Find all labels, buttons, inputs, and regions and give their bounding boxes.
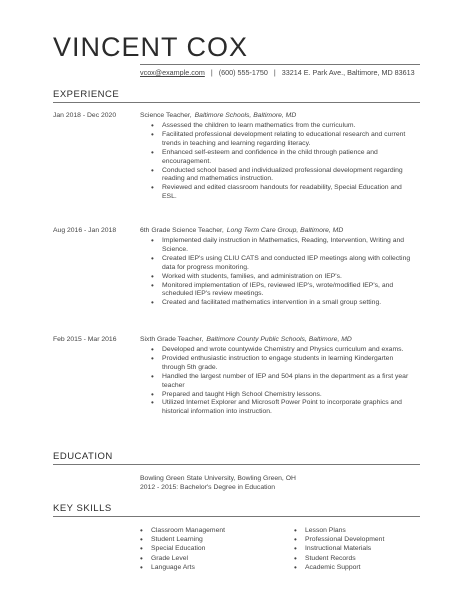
education-degree: 2012 - 2015: Bachelor's Degree in Education: [140, 484, 276, 491]
bullet-item: • Prepared and taught High School Chemistry lessons.: [151, 391, 413, 400]
skill-item: • Student Learning: [140, 535, 225, 544]
bullet-item: • Worked with students, families, and administration on IEP's.: [151, 273, 413, 282]
skills-list-right: [294, 526, 384, 572]
job-heading: [140, 227, 343, 236]
bullet-item: • Facilitated professional development relating to educational research and current trends in teaching and learning regarding literacy.: [151, 131, 413, 149]
job-dates: Feb 2015 - Mar 2016: [53, 336, 117, 343]
job-organization: Long Term Care Group, Baltimore, MD: [226, 227, 344, 234]
email-link[interactable]: vcox@example.com: [140, 68, 205, 77]
job-heading: [140, 336, 352, 345]
skills-list-left: [140, 526, 225, 572]
education-heading: EDUCATION: [53, 451, 420, 465]
job-role: 6th Grade Science Teacher,: [140, 227, 224, 234]
bullet-item: • Implemented daily instruction in Mathematics, Reading, Intervention, Writing and Science.: [151, 237, 413, 255]
bullet-item: • Assessed the children to learn mathematics from the curriculum.: [151, 122, 413, 131]
education-school: Bowling Green State University, Bowling Green, OH: [140, 475, 296, 482]
experience-heading: EXPERIENCE: [53, 89, 420, 103]
bullet-item: • Handled the largest number of IEP and 504 plans in the department as a first year teacher: [151, 373, 413, 391]
skill-item: • Lesson Plans: [294, 526, 384, 535]
contact-line: [140, 64, 420, 77]
skill-item: • Student Records: [294, 554, 384, 563]
skill-item: • Academic Support: [294, 563, 384, 572]
job-heading: [140, 112, 296, 121]
candidate-name: VINCENT COX: [53, 32, 249, 62]
job-bullets: [151, 346, 413, 417]
phone-number: (600) 555-1750: [218, 68, 268, 77]
job-organization: Baltimore County Public Schools, Baltimore, MD: [206, 336, 352, 343]
job-bullets: [151, 237, 413, 308]
job-dates: Jan 2018 - Dec 2020: [53, 112, 117, 119]
skill-item: • Classroom Management: [140, 526, 225, 535]
job-dates: Aug 2016 - Jan 2018: [53, 227, 117, 234]
bullet-item: • Reviewed and edited classroom handouts for readability, Special Education and ESL.: [151, 184, 413, 202]
skill-item: • Grade Level: [140, 554, 225, 563]
skill-item: • Language Arts: [140, 563, 225, 572]
job-role: Sixth Grade Teacher,: [140, 336, 204, 343]
skill-item: • Professional Development: [294, 535, 384, 544]
skill-item: • Special Education: [140, 544, 225, 553]
bullet-item: • Monitored implementation of IEPs, reviewed IEP's, wrote/modified IEP's, and scheduled IEP's review meetings.: [151, 282, 413, 300]
job-role: Science Teacher,: [140, 112, 192, 119]
contact-separator: |: [210, 68, 213, 77]
bullet-item: • Enhanced self-esteem and confidence in the child through patience and encouragement.: [151, 149, 413, 167]
bullet-item: • Utilized Internet Explorer and Microsoft Power Point to incorporate graphics and historical information into instruction.: [151, 399, 413, 417]
job-bullets: [151, 122, 413, 202]
skill-item: • Instructional Materials: [294, 544, 384, 553]
address: 33214 E. Park Ave., Baltimore, MD 83613: [281, 68, 415, 77]
skills-heading: KEY SKILLS: [53, 503, 420, 517]
bullet-item: • Conducted school based and individualized professional development regarding reading and mathematics instruction.: [151, 167, 413, 185]
job-organization: Baltimore Schools, Baltimore, MD: [194, 112, 297, 119]
bullet-item: • Created IEP's using CLIU CATS and conducted IEP meetings along with collecting data for progress monitoring.: [151, 255, 413, 273]
contact-separator: |: [273, 68, 276, 77]
bullet-item: • Developed and wrote countywide Chemistry and Physics curriculum and exams.: [151, 346, 413, 355]
bullet-item: • Provided enthusiastic instruction to engage students in learning Kindergarten through 5th grade.: [151, 355, 413, 373]
bullet-item: • Created and facilitated mathematics intervention in a small group setting.: [151, 299, 413, 308]
